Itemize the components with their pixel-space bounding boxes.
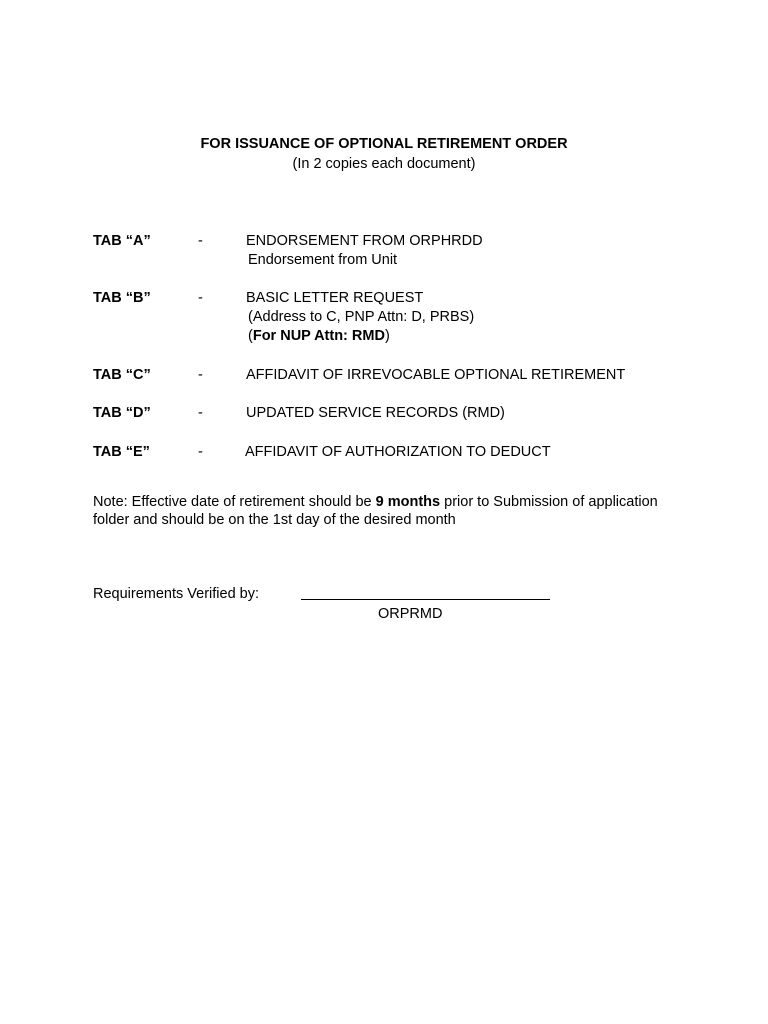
tab-d-label: TAB “D”: [93, 405, 151, 421]
note-suffix: prior to Submission of application folder and should be on the 1st day of the desired month: [93, 494, 658, 528]
tab-a-dash: -: [198, 233, 203, 249]
signature-line: [301, 599, 550, 600]
note-prefix: Note: Effective date of retirement should be: [93, 494, 376, 510]
note-bold: 9 months: [375, 494, 441, 510]
tab-c-content: [246, 366, 625, 385]
document-subtitle: (In 2 copies each document): [292, 156, 476, 172]
tab-b-line3-open: (: [248, 328, 253, 344]
tab-d-dash: -: [198, 405, 203, 421]
tab-b-line3-close: ): [384, 328, 390, 344]
tab-d-line1: UPDATED SERVICE RECORDS (RMD): [246, 405, 505, 421]
tab-c-line1: AFFIDAVIT OF IRREVOCABLE OPTIONAL RETIREMENT: [246, 367, 626, 383]
document-title: FOR ISSUANCE OF OPTIONAL RETIREMENT ORDER: [200, 136, 568, 152]
tab-a-line2: Endorsement from Unit: [248, 252, 398, 268]
tab-b-line3-bold: For NUP Attn: RMD: [252, 328, 385, 344]
tab-b-line3: [246, 327, 474, 346]
tab-a-content: [246, 232, 483, 270]
tab-e-label: TAB “E”: [93, 444, 150, 460]
tab-b-label: TAB “B”: [93, 290, 151, 306]
tab-c-label: TAB “C”: [93, 367, 151, 383]
tab-d-content: [246, 404, 505, 423]
tab-e-dash: -: [198, 444, 203, 460]
tab-b-content: [246, 289, 474, 346]
tab-e-line1: AFFIDAVIT OF AUTHORIZATION TO DEDUCT: [245, 444, 551, 460]
verified-by-label: Requirements Verified by:: [93, 586, 260, 602]
tab-b-line2: (Address to C, PNP Attn: D, PRBS): [248, 309, 475, 325]
retirement-note: [93, 493, 693, 529]
tab-a-line1: ENDORSEMENT FROM ORPHRDD: [246, 233, 483, 249]
tab-b-dash: -: [198, 290, 203, 306]
tab-a-label: TAB “A”: [93, 233, 151, 249]
tab-e-content: [245, 443, 551, 462]
tab-c-dash: -: [198, 367, 203, 383]
verifying-office: ORPRMD: [378, 606, 443, 622]
tab-b-line1: BASIC LETTER REQUEST: [246, 290, 424, 306]
